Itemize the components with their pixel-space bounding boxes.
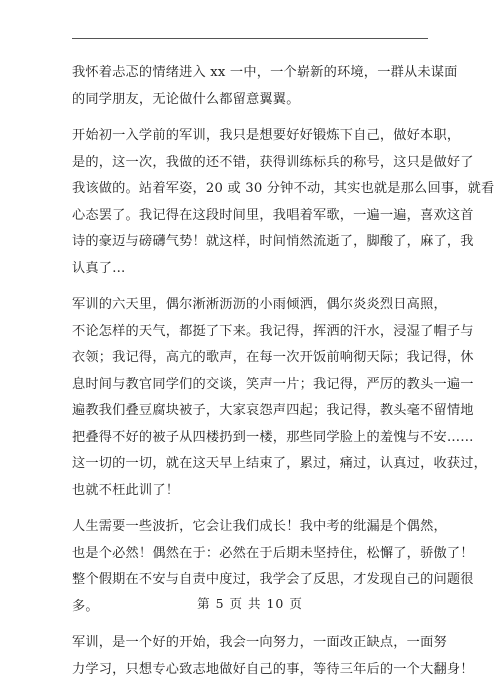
text-line: 的同学朋友，无论做什么都留意翼翼。: [72, 91, 300, 107]
text-line: 不论怎样的天气，都挺了下来。我记得，挥洒的汗水，浸湿了帽子与: [72, 323, 474, 339]
text-line: 认真了…: [72, 260, 126, 276]
text-line: 开始初一入学前的军训，我只是想要好好锻炼下自己，做好本职，: [72, 128, 461, 143]
text-line: 心态罢了。我记得在这段时间里，我唱着军歌，一遍一遍，喜欢这首: [72, 207, 474, 223]
text-line: 整个假期在不安与自责中度过，我学会了反思，才发现自己的问题很: [72, 572, 474, 587]
text-line: 是的，这一次，我做的还不错，获得训练标兵的称号，这只是做好了: [72, 154, 474, 170]
text-line: 诗的豪迈与磅礴气势！就这样，时间悄然流逝了，脚酸了，麻了，我: [72, 234, 474, 249]
text-line: 把叠得不好的被子从四楼扔到一楼，那些同学脸上的羞愧与不安……: [72, 429, 474, 445]
page-number: 第 5 页 共 10 页: [197, 596, 303, 611]
text-line: 力学习，只想专心致志地做好自己的事，等待三年后的一个大翻身！: [72, 661, 474, 677]
text-line: 也是个必然！偶然在于：必然在于后期未坚持住，松懈了，骄傲了！: [72, 545, 474, 561]
text-line: 多。: [72, 598, 99, 614]
paragraph-5: [72, 630, 474, 683]
text-line: 衣领；我记得，高亢的歌声，在每一次开饭前响彻天际；我记得，休: [72, 350, 474, 365]
paragraph-1: [72, 60, 458, 113]
paragraph-3: [72, 292, 488, 504]
text-line: 军训，是一个好的开始，我会一向努力，一面改正缺点，一面努: [72, 635, 447, 650]
header-rule: [72, 38, 428, 39]
text-line: 我怀着忐忑的情绪进入 xx 一中，一个崭新的环境，一群从未谋面: [72, 65, 458, 80]
text-line: 遍教我们叠豆腐块被子，大家哀怨声四起；我记得，教头毫不留情地: [72, 403, 474, 418]
text-line: 人生需要一些波折，它会让我们成长！我中考的纰漏是个偶然，: [72, 519, 447, 534]
text-line: 也就不枉此训了！: [72, 482, 180, 498]
paragraph-2: [72, 123, 495, 282]
text-line: 息时间与教官同学们的交谈，笑声一片；我记得，严厉的教头一遍一: [72, 376, 474, 392]
text-line: 我该做的。站着军姿，20 或 30 分钟不动，其实也就是那么回事，就看: [72, 181, 495, 196]
text-line: 军训的六天里，偶尔淅淅沥沥的小雨倾洒，偶尔炎炎烈日高照，: [72, 297, 447, 312]
text-line: 这一切的一切，就在这天早上结束了，累过，痛过，认真过，收获过，: [72, 456, 488, 471]
